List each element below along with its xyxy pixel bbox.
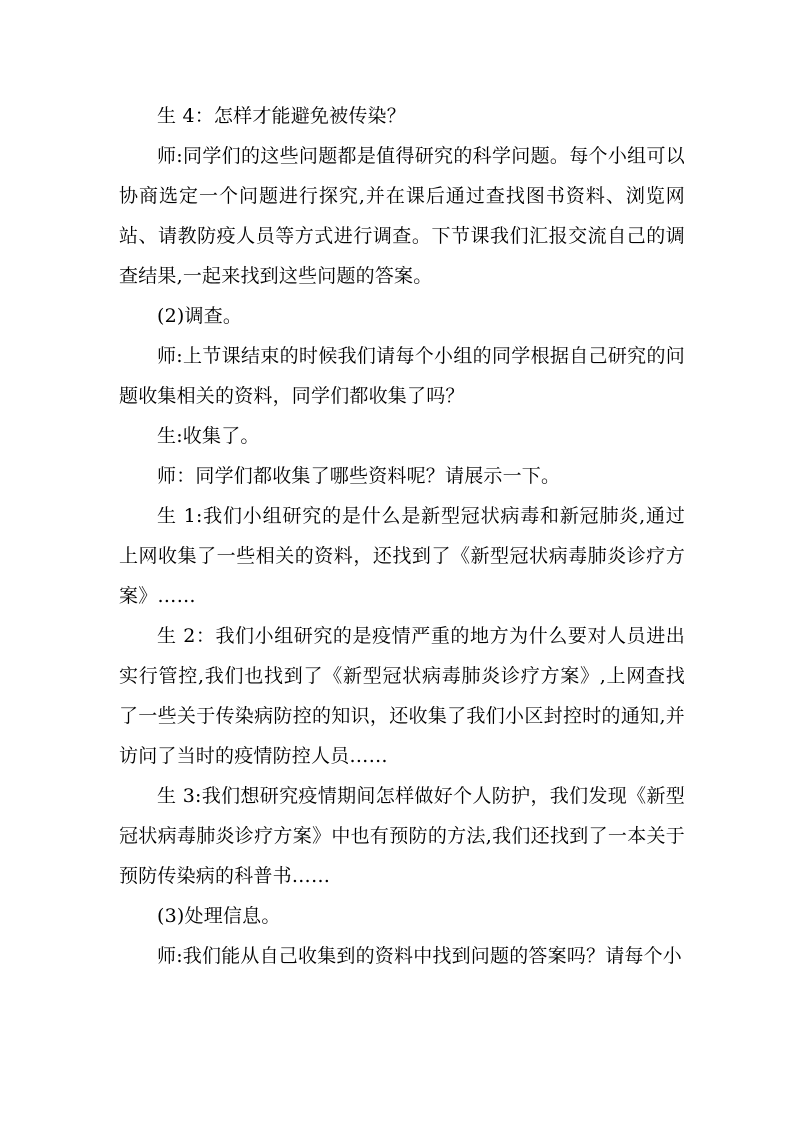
paragraph-teacher-collect-materials: 师:上节课结束的时候我们请每个小组的同学根据自己研究的问题收集相关的资料，同学们都收集了吗？	[119, 345, 685, 407]
paragraph-teacher-show-materials: 师：同学们都收集了哪些资料呢？请展示一下。	[157, 465, 561, 487]
paragraph-teacher-find-answers: 师:我们能从自己收集到的资料中找到问题的答案吗？请每个小	[157, 945, 683, 967]
paragraph-student-1-answer: 生 1:我们小组研究的是什么是新型冠状病毒和新冠肺炎,通过上网收集了一些相关的资料，还找到了《新型冠状病毒肺炎诊疗方案》……	[119, 505, 685, 607]
paragraph-student-3-answer: 生 3:我们想研究疫情期间怎样做好个人防护，我们发现《新型冠状病毒肺炎诊疗方案》中也有预防的方法,我们还找到了一本关于预防传染病的科普书……	[119, 785, 685, 887]
paragraph-student-2-answer: 生 2：我们小组研究的是疫情严重的地方为什么要对人员进出实行管控,我们也找到了《新型冠状病毒肺炎诊疗方案》,上网查找了一些关于传染病防控的知识，还收集了我们小区封控时的通知,并访问了当时的疫情防控人员……	[119, 625, 685, 767]
document-body	[119, 96, 685, 976]
paragraph-students-collected: 生:收集了。	[157, 425, 260, 447]
section-heading-process-information: (3)处理信息。	[157, 905, 281, 927]
paragraph-teacher-assign-research: 师:同学们的这些问题都是值得研究的科学问题。每个小组可以协商选定一个问题进行探究,并在课后通过查找图书资料、浏览网站、请教防疫人员等方式进行调查。下节课我们汇报交流自己的调查结果,一起来找到这些问题的答案。	[119, 145, 685, 287]
section-heading-investigation: (2)调查。	[157, 305, 243, 327]
paragraph-student-4-question: 生 4：怎样才能避免被传染？	[157, 105, 406, 127]
